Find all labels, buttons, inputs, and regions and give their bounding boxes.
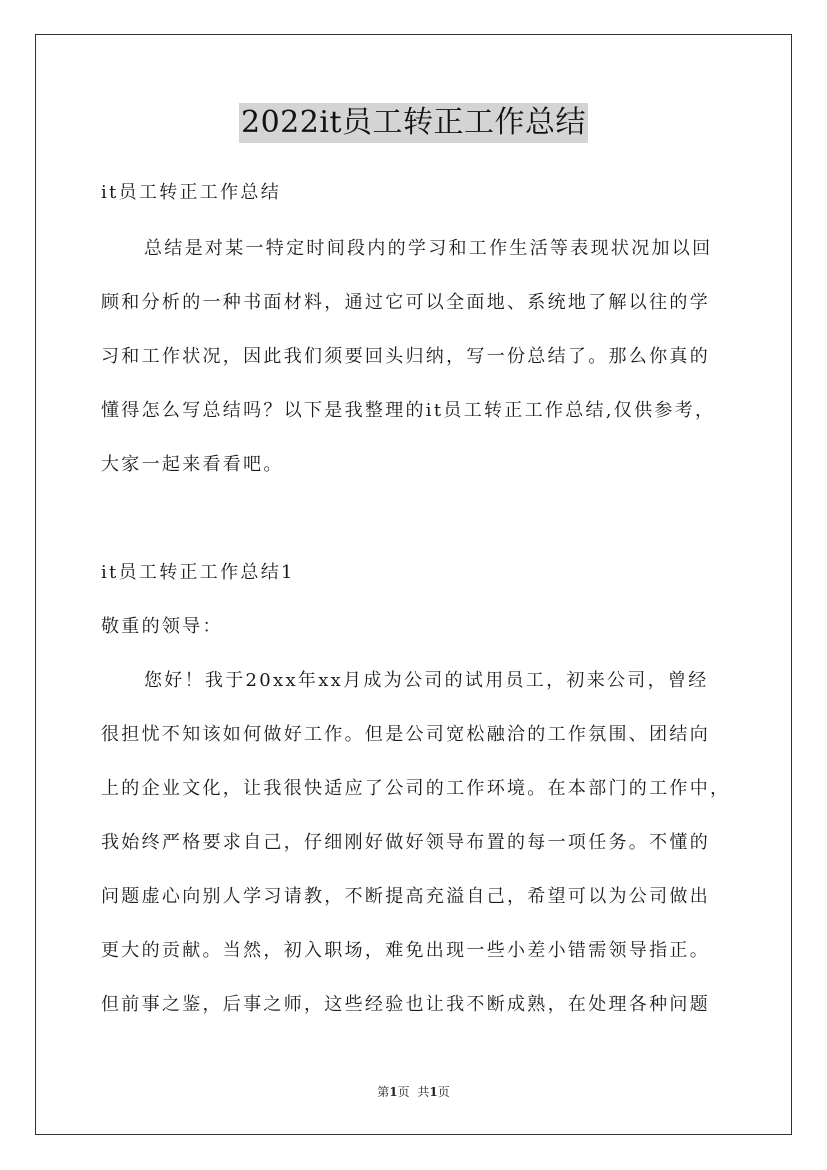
intro-line-4: 懂得怎么写总结吗？以下是我整理的it员工转正工作总结,仅供参考， — [101, 400, 716, 421]
intro-line-5: 大家一起来看看吧。 — [101, 454, 284, 475]
subtitle: it员工转正工作总结 — [101, 182, 281, 203]
body-line-7: 但前事之鉴，后事之师，这些经验也让我不断成熟，在处理各种问题 — [101, 994, 710, 1015]
footer-page-suffix: 页 — [397, 1085, 410, 1099]
body-line-2: 很担忧不知该如何做好工作。但是公司宽松融洽的工作氛围、团结向 — [101, 724, 710, 745]
page-footer — [0, 1084, 827, 1100]
footer-total-number: 1 — [429, 1085, 438, 1099]
title-container — [0, 103, 827, 143]
intro-line-1: 总结是对某一特定时间段内的学习和工作生活等表现状况加以回 — [144, 238, 713, 259]
body-line-4: 我始终严格要求自己，仔细刚好做好领导布置的每一项任务。不懂的 — [101, 832, 710, 853]
footer-page-number: 1 — [389, 1085, 398, 1099]
section-heading: it员工转正工作总结1 — [101, 562, 295, 583]
intro-line-2: 顾和分析的一种书面材料，通过它可以全面地、系统地了解以往的学 — [101, 292, 710, 313]
document-title: 2022it员工转正工作总结 — [239, 103, 588, 143]
salutation: 敬重的领导： — [101, 616, 223, 637]
body-line-5: 问题虚心向别人学习请教，不断提高充溢自己，希望可以为公司做出 — [101, 886, 710, 907]
body-line-1: 您好！我于20xx年xx月成为公司的试用员工，初来公司，曾经 — [144, 670, 709, 691]
body-line-3: 上的企业文化，让我很快适应了公司的工作环境。在本部门的工作中， — [101, 778, 731, 799]
footer-total-suffix: 页 — [437, 1085, 450, 1099]
body-line-6: 更大的贡献。当然，初入职场，难免出现一些小差小错需领导指正。 — [101, 940, 710, 961]
footer-total-prefix: 共 — [417, 1085, 430, 1099]
intro-line-3: 习和工作状况，因此我们须要回头归纳，写一份总结了。那么你真的 — [101, 346, 710, 367]
footer-page-prefix: 第 — [377, 1085, 390, 1099]
